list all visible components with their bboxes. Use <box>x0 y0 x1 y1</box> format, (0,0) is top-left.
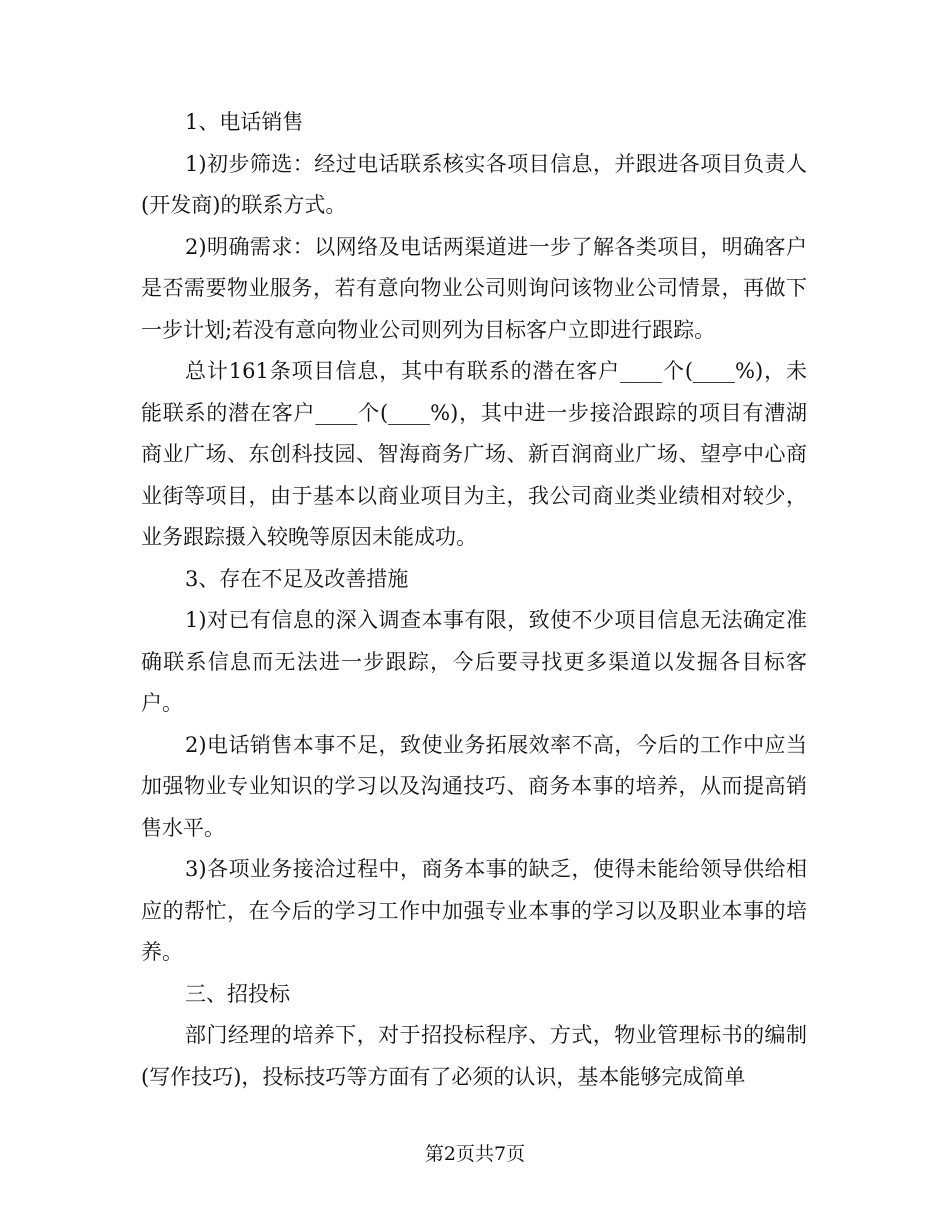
section-heading-telephone-sales: 1、电话销售 <box>185 110 304 134</box>
paragraph-initial-screening: 1)初步筛选：经过电话联系核实各项目信息，并跟进各项目负责人(开发商)的联系方式。 <box>141 151 807 217</box>
page-number-footer: 第2页共7页 <box>424 1143 526 1165</box>
document-body <box>141 102 807 1098</box>
paragraph-bidding: 部门经理的培养下，对于招投标程序、方式，物业管理标书的编制(写作技巧)，投标技巧等方面有了必须的认识，基本能够完成简单 <box>141 1023 807 1089</box>
paragraph-shortcoming-2: 2)电话销售本事不足，致使业务拓展效率不高，今后的工作中应当加强物业专业知识的学习以及沟通技巧、商务本事的培养，从而提高销售水平。 <box>141 732 807 840</box>
section-heading-bidding: 三、招投标 <box>185 981 290 1006</box>
paragraph-project-summary: 总计161条项目信息，其中有联系的潜在客户____个(____%)，未能联系的潜在客户____个(____%)，其中进一步接洽跟踪的项目有漕湖商业广场、东创科技园、智海商务广场、新百润商业广场、望亭中心商业街等项目，由于基本以商业项目为主，我公司商业类业绩相对较少，业务跟踪摄入较晚等原因未能成功。 <box>141 359 807 549</box>
paragraph-shortcoming-3: 3)各项业务接洽过程中，商务本事的缺乏，使得未能给领导供给相应的帮忙，在今后的学习工作中加强专业本事的学习以及职业本事的培养。 <box>141 857 807 964</box>
paragraph-clarify-needs: 2)明确需求：以网络及电话两渠道进一步了解各类项目，明确客户是否需要物业服务，若有意向物业公司则询问该物业公司情景，再做下一步计划;若没有意向物业公司则列为目标客户立即进行跟踪。 <box>141 234 807 342</box>
section-heading-shortcomings: 3、存在不足及改善措施 <box>185 566 409 591</box>
paragraph-shortcoming-1: 1)对已有信息的深入调查本事有限，致使不少项目信息无法确定准确联系信息而无法进一步跟踪，今后要寻找更多渠道以发掘各目标客户。 <box>141 608 807 715</box>
